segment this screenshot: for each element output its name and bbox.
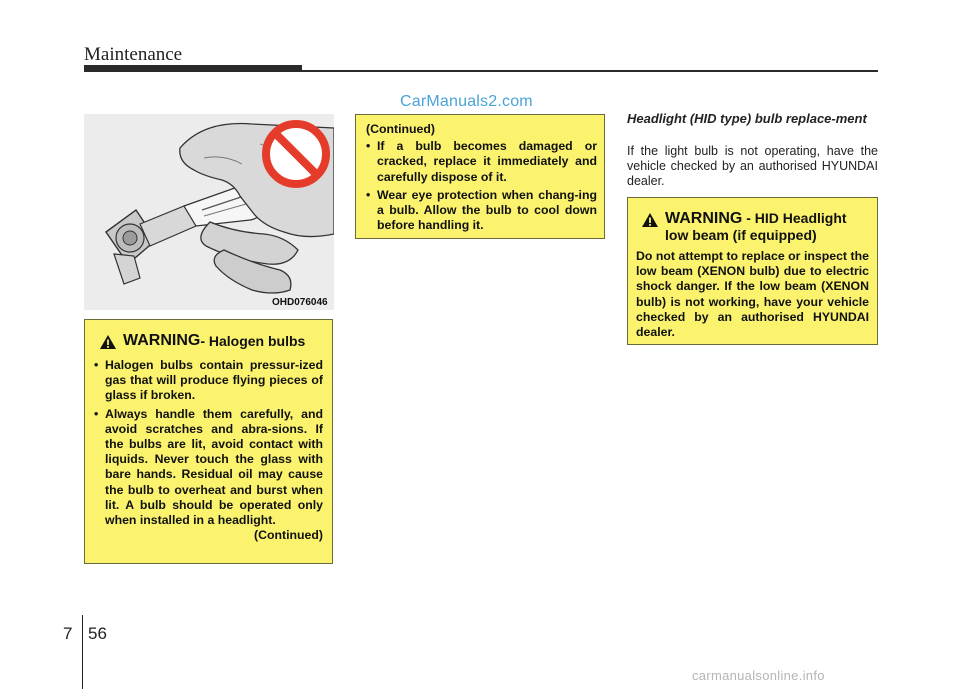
list-item: • If a bulb becomes damaged or cracked, replace it immediately and carefully dispose of it. xyxy=(366,139,597,185)
watermark-top: CarManuals2.com xyxy=(400,93,533,110)
warning-box-halogen xyxy=(84,319,333,564)
chapter-number: 7 xyxy=(63,624,73,643)
page-section-title: Maintenance xyxy=(84,44,183,65)
warning-box-continued xyxy=(355,114,605,239)
bulb-handling-illustration xyxy=(84,114,334,310)
warning-bullet-list xyxy=(94,358,323,528)
warning-title-wrap xyxy=(665,210,855,244)
warning-word: WARNING xyxy=(665,210,743,227)
header-rule-thick xyxy=(84,65,302,72)
warning-topic: - HID Headlight low beam (if equipped) xyxy=(665,210,847,243)
figure-caption: OHD076046 xyxy=(272,297,328,308)
warning-triangle-icon xyxy=(99,334,117,350)
section-heading: Headlight (HID type) bulb replace-ment xyxy=(627,111,867,126)
warning-heading xyxy=(99,332,323,350)
list-item: • Halogen bulbs contain pressur-ized gas that will produce flying pieces of glass if broken. xyxy=(94,358,323,404)
section-body-text: If the light bulb is not operating, have the vehicle checked by an authorised HYUNDAI dealer. xyxy=(627,144,878,188)
warning-box-hid xyxy=(627,197,878,345)
footer-vertical-rule xyxy=(82,615,83,689)
warning-bullet-list xyxy=(366,139,597,233)
hand-bulb-image xyxy=(84,114,334,310)
list-item: • Wear eye protection when chang-ing a bulb. Allow the bulb to cool down before handling it. xyxy=(366,188,597,234)
continued-label: (Continued) xyxy=(254,528,323,543)
warning-text: Do not attempt to replace or inspect the low beam (XENON bulb) due to electric shock danger. If the low beam (XENON bulb) is not working, have your vehicle checked by an authorised HYUNDAI dealer. xyxy=(636,249,869,340)
header-rule-thin xyxy=(300,70,878,72)
page-number: 56 xyxy=(88,624,107,643)
prohibition-icon xyxy=(266,124,326,184)
warning-word: WARNING xyxy=(123,332,201,349)
warning-triangle-icon xyxy=(641,212,659,228)
warning-topic: - Halogen bulbs xyxy=(200,333,306,349)
watermark-bottom: carmanualsonline.info xyxy=(692,668,825,683)
continued-label: (Continued) xyxy=(366,122,435,136)
warning-heading xyxy=(641,210,869,244)
list-item: • Always handle them carefully, and avoid scratches and abra-sions. If the bulbs are lit, avoid contact with liquids. Never touch the glass with bare hands. Residual oil may cause the bulb to overheat and burst when lit. A bulb should be operated only when installed in a headlight. xyxy=(94,407,323,529)
